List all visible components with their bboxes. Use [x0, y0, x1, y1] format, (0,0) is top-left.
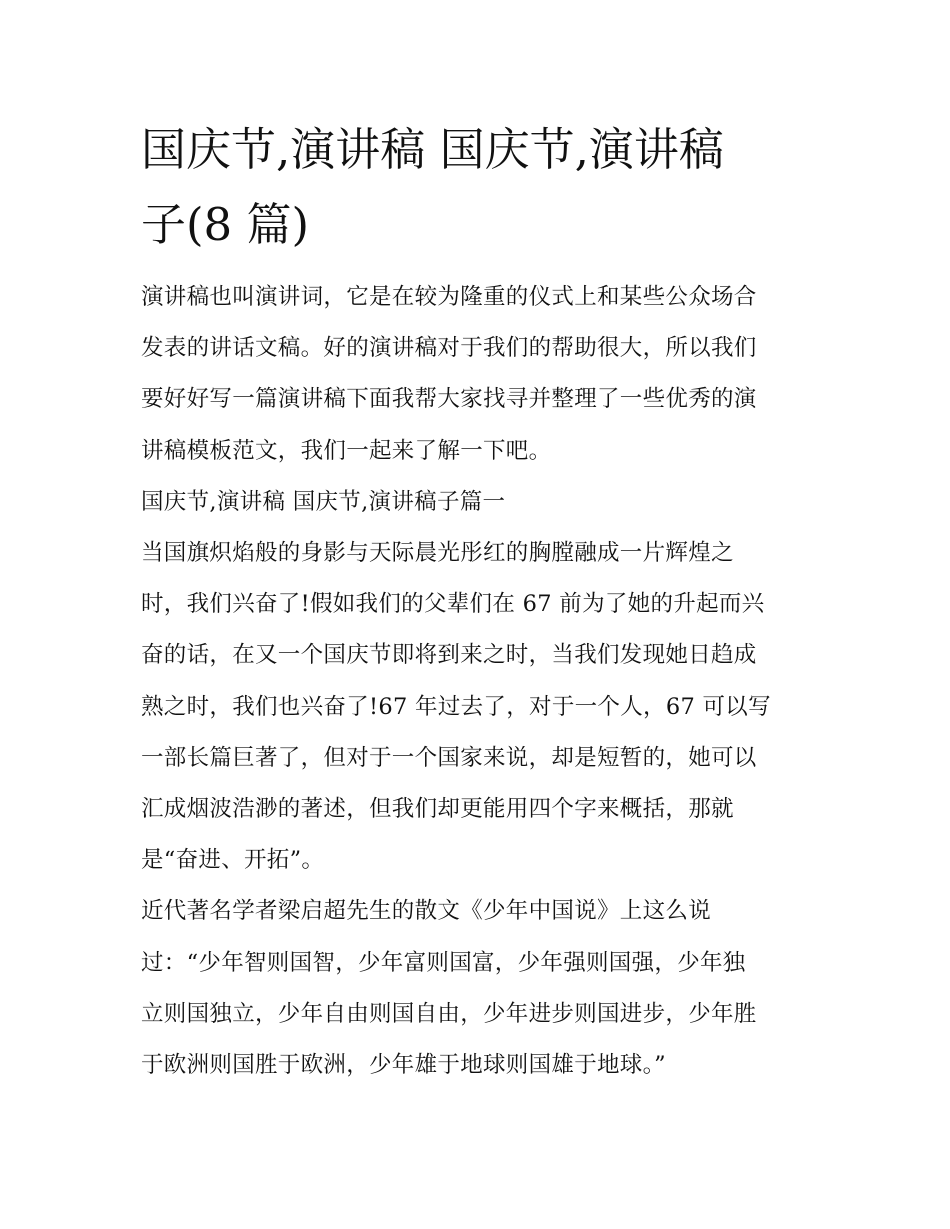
text-line: 过：“少年智则国智，少年富则国富，少年强则国强，少年独	[141, 949, 746, 976]
text-line: 时，我们兴奋了!假如我们的父辈们在 67 前为了她的升起而兴	[141, 591, 765, 618]
text-line: 近代著名学者梁启超先生的散文《少年中国说》上这么说	[141, 898, 712, 925]
text-line: 熟之时，我们也兴奋了!67 年过去了，对于一个人，67 可以写	[141, 693, 771, 720]
intro-paragraph	[141, 272, 821, 477]
body-paragraph-2	[141, 886, 821, 1091]
text-line: 要好好写一篇演讲稿下面我帮大家找寻并整理了一些优秀的演	[141, 386, 757, 413]
text-line: 讲稿模板范文，我们一起来了解一下吧。	[141, 437, 552, 464]
section-heading	[141, 477, 821, 528]
text-line: 当国旗炽焰般的身影与天际晨光彤红的胸膛融成一片辉煌之	[141, 540, 734, 567]
document-body	[141, 272, 821, 1091]
text-line: 演讲稿也叫演讲词，它是在较为隆重的仪式上和某些公众场合	[141, 284, 757, 310]
text-line: 是“奋进、开拓”。	[141, 847, 325, 874]
title-line: 子(8 篇)	[141, 198, 310, 251]
document-title	[141, 112, 821, 262]
text-line: 汇成烟波浩渺的著述，但我们却更能用四个字来概括，那就	[141, 796, 734, 823]
text-line: 奋的话，在又一个国庆节即将到来之时，当我们发现她日趋成	[141, 642, 757, 669]
title-line: 国庆节,演讲稿 国庆节,演讲稿	[141, 123, 724, 176]
text-line: 国庆节,演讲稿 国庆节,演讲稿子篇一	[141, 488, 506, 515]
text-line: 发表的讲话文稿。好的演讲稿对于我们的帮助很大，所以我们	[141, 335, 757, 362]
text-line: 一部长篇巨著了，但对于一个国家来说，却是短暂的，她可以	[141, 744, 757, 771]
body-paragraph-1	[141, 528, 821, 886]
text-line: 于欧洲则国胜于欧洲，少年雄于地球则国雄于地球。”	[141, 1052, 666, 1079]
text-line: 立则国独立，少年自由则国自由，少年进步则国进步，少年胜	[141, 1000, 757, 1027]
